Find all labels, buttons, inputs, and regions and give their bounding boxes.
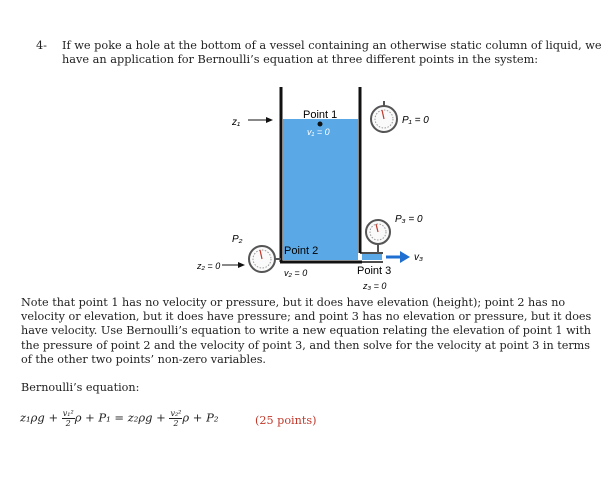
point1-label: Point 1 [303,109,338,121]
bernoulli-equation [20,409,218,428]
eq-frac-2-num: v₂² [170,409,182,418]
eq-lhs-b: ρ + P₁ = z₂ρg + [74,410,166,425]
water-column [283,119,358,260]
eq-frac-2-den: 2 [173,419,179,428]
v3-label: v₃ [414,252,423,263]
z1-label: z₁ [232,117,241,128]
gauge2-icon [249,246,281,272]
gauge1-icon [371,101,397,132]
jet-arrowhead [400,251,410,263]
point3-elevation: z₃ = 0 [363,281,387,291]
z2-arrowhead [238,262,245,268]
point1-velocity: v₁ = 0 [307,127,330,137]
point3-pressure: P₃ = 0 [395,214,423,225]
eq-frac-1 [62,409,75,428]
bernoulli-heading: Bernoulli’s equation: [21,381,140,394]
eq-frac-1-den: 2 [65,419,71,428]
point2-label: Point 2 [284,245,319,257]
note-paragraph: Note that point 1 has no velocity or pressure, but it does have elevation (height); point 2 has no velocity or elevation, but it does have pressure; and point 3 has no elevation or pressure, but it does have velocity. Use Bernoulli’s equation to write a new equation relating the elevation of point 1 with the pressure of point 2 and the velocity of point 3, and then solve for the velocity at point 3 in terms of the other two points’ non-zero variables. [21,296,592,366]
eq-frac-2 [169,409,182,428]
eq-rhs-b: ρ + P₂ [182,410,219,425]
point1-dot [318,122,323,127]
eq-frac-1-num: v₁² [62,409,74,418]
eq-lhs-a: z₁ρg + [20,410,59,425]
points-value: (25 points) [255,414,317,427]
z1-arrowhead [266,117,273,123]
point2-pressure-label: P₂ [232,234,243,245]
z2-label: z₂ = 0 [197,261,221,271]
question-text: If we poke a hole at the bottom of a vessel containing an otherwise static column of liquid, we have an application for Bernoulli’s equation at three different points in the system: [62,39,602,66]
point3-label: Point 3 [357,265,392,277]
question-number: 4- [36,39,48,52]
gauge3-icon [366,220,390,253]
outlet-pipe [362,254,382,260]
point2-velocity: v₂ = 0 [284,268,308,278]
point1-pressure: P₁ = 0 [402,115,429,126]
